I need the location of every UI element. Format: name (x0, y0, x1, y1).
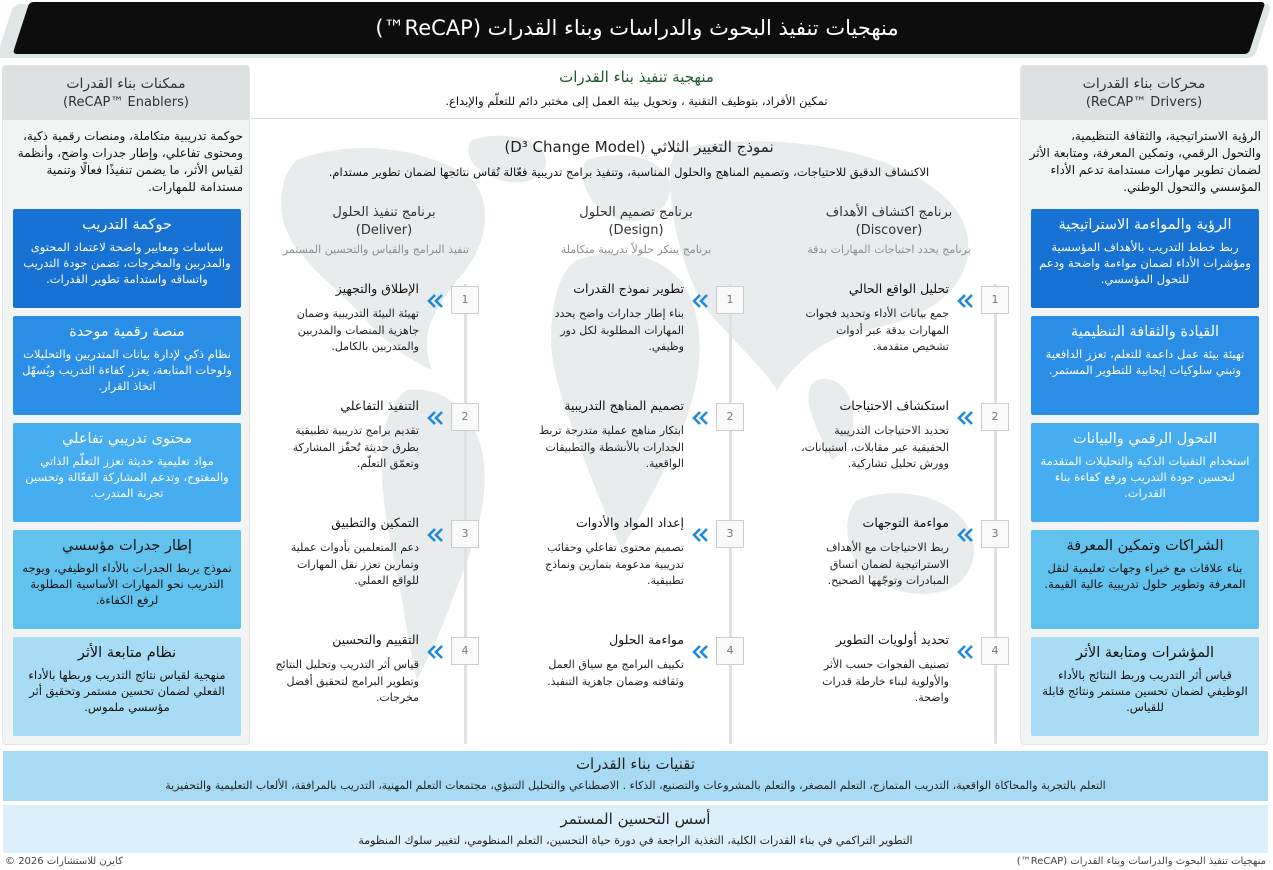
phase-title-en: (Deliver) (356, 223, 414, 238)
driver-card-title: المؤشرات ومتابعة الأثر (1076, 645, 1216, 661)
methodology-title: منهجية تنفيذ بناء القدرات (560, 68, 715, 86)
driver-card-desc: استخدام التقنيات الذكية والتحليلات المتقدمة لتحسين جودة التدريب ورفع كفاءة بناء القدرات. (1041, 454, 1251, 500)
double-chevron-left-icon (958, 411, 974, 425)
step-desc: تكييف البرامج مع سياق العمل وثقافته وضمان جاهزية التنفيذ. (548, 658, 685, 688)
phase-discover-header (790, 204, 990, 240)
improvement-band-desc: التطوير التراكمي في بناء القدرات الكلية، التغذية الراجعة في دورة حياة التحسين، التعلم المنظومي، لتغيير سلوك المنظومة (359, 834, 914, 847)
phase-title: برنامج اكتشاف الأهداف (826, 205, 954, 220)
driver-card-title: الشراكات وتمكين المعرفة (1067, 538, 1225, 554)
enabler-card-title: إطار جدرات مؤسسي (63, 538, 193, 554)
step-number-discover-4: 4 (982, 637, 1010, 665)
timeline-discover (995, 284, 998, 744)
double-chevron-left-icon (693, 294, 709, 308)
step-title: التقييم والتحسين (333, 632, 420, 647)
double-chevron-left-icon (428, 411, 444, 425)
phase-title-en: (Design) (609, 223, 665, 238)
enabler-card-digital-platform (14, 316, 242, 415)
tech-band (4, 751, 1269, 801)
double-chevron-left-icon (958, 645, 974, 659)
step-number-design-4: 4 (717, 637, 745, 665)
step-number-discover-3: 3 (982, 520, 1010, 548)
driver-card-title: القيادة والثقافة التنظيمية (1071, 324, 1221, 340)
double-chevron-left-icon (693, 411, 709, 425)
improvement-band-title: أسس التحسين المستمر (561, 810, 712, 828)
enabler-card-title: نظام متابعة الأثر (78, 645, 178, 661)
step-number-discover-2: 2 (982, 403, 1010, 431)
step-title: الإطلاق والتجهيز (336, 281, 420, 296)
step-number-deliver-3: 3 (452, 520, 480, 548)
step-desc: تقديم برامج تدريبية تطبيقية بطرق حديثة تُحفّز المشاركة وتعمّق التعلّم. (293, 424, 420, 470)
phase-title: برنامج تنفيذ الحلول (333, 205, 437, 220)
enabler-card-title: حوكمة التدريب (83, 217, 173, 233)
step-desc: ربط الاحتياجات مع الأهداف الاستراتيجية لضمان اتساق المبادرات وتوجّهها الصحيح. (826, 541, 950, 587)
enablers-title: ممكنات بناء القدرات (67, 76, 187, 92)
phase-design-desc: برنامج يبتكر حلولاً تدريبية متكاملة (561, 243, 713, 256)
footer-title: منهجيات تنفيذ البحوث والدراسات وبناء القدرات (ReCAP™) (1017, 856, 1267, 867)
footer-copyright: كايزن للاستشارات 2026 © (6, 856, 124, 867)
phase-title: برنامج تصميم الحلول (580, 205, 694, 220)
step-title: مواءمة الحلول (610, 632, 685, 647)
step-number-design-3: 3 (717, 520, 745, 548)
double-chevron-left-icon (428, 528, 444, 542)
timeline-deliver (465, 284, 468, 744)
step-number-deliver-2: 2 (452, 403, 480, 431)
driver-card-title: الرؤية والمواءمة الاستراتيجية (1059, 217, 1233, 233)
step-title: إعداد المواد والأدوات (577, 515, 685, 530)
driver-card-digital-transformation (1032, 423, 1260, 522)
timeline-design (730, 284, 733, 744)
enabler-card-interactive-content (14, 423, 242, 522)
divider (252, 118, 1020, 119)
step-desc: تصنيف الفجوات حسب الأثر والأولوية لبناء خارطة قدرات واضحة. (823, 658, 950, 704)
enablers-title-en: (ReCAP™ Enablers) (64, 95, 190, 110)
step-desc: تصميم محتوى تفاعلي وحقائب تدريبية مدعومة بتمارين ونماذج تطبيقية. (546, 541, 685, 587)
enabler-card-competency-framework (14, 530, 242, 629)
phase-title-en: (Discover) (856, 223, 924, 238)
driver-card-partnerships (1032, 530, 1260, 629)
driver-card-title: التحول الرقمي والبيانات (1074, 431, 1218, 447)
driver-card-desc: تهيئة بيئة عمل داعمة للتعلم، تعزز الدافعية وتبني سلوكيات إيجابية للتطوير المستمر. (1046, 347, 1246, 377)
page-title: منهجيات تنفيذ البحوث والدراسات وبناء القدرات (ReCAP™) (376, 16, 900, 40)
step-number-deliver-4: 4 (452, 637, 480, 665)
enabler-card-title: محتوى تدريبي تفاعلي (62, 431, 194, 447)
improvement-band (4, 805, 1269, 853)
enabler-card-desc: مواد تعليمية حديثة تعزز التعلّم الذاتي والمفتوح، وتدعم المشاركة الفعّالة وتحسين تجربة المتدرب. (26, 454, 230, 500)
enabler-card-desc: سياسات ومعايير واضحة لاعتماد المحتوى والمدربين والمخرجات، تضمن جودة التدريب واتساقه واستدامة تطوير القدرات. (24, 240, 232, 286)
step-title: تحديد أولويات التطوير (836, 632, 950, 647)
driver-card-strategic-vision (1032, 209, 1260, 308)
enablers-intro: حوكمة تدريبية متكاملة، ومنصات رقمية ذكية، ومحتوى تفاعلي، وإطار جدرات واضح، وأنظمة لقياس الأثر، ما يضمن تنفيذًا فعالًا وتنمية مستدامة للمهارات. (18, 129, 244, 194)
double-chevron-left-icon (958, 528, 974, 542)
double-chevron-left-icon (693, 528, 709, 542)
step-number-design-1: 1 (717, 286, 745, 314)
double-chevron-left-icon (958, 294, 974, 308)
step-title: التنفيذ التفاعلي (341, 398, 420, 413)
step-title: تطوير نموذج القدرات (574, 281, 685, 296)
enabler-card-governance (14, 209, 242, 308)
d3-model-title: نموذج التغيير الثلاثي (D³ Change Model) (505, 138, 775, 156)
enabler-card-desc: نظام ذكي لإدارة بيانات المتدربين والتحليلات ولوحات المتابعة، يعزز كفاءة التدريب ويُسهّل اتخاذ القرار. (23, 347, 233, 393)
step-number-discover-1: 1 (982, 286, 1010, 314)
methodology-subtitle: تمكين الأفراد، بتوظيف التقنية ، وتحويل بيئة العمل إلى مختبر دائم للتعلّم والإبداع. (446, 94, 829, 108)
driver-card-desc: قياس أثر التدريب وربط النتائج بالأداء الوظيفي لضمان تحسين مستمر ونتائج قابلة للقياس. (1043, 668, 1249, 714)
double-chevron-left-icon (428, 645, 444, 659)
step-number-design-2: 2 (717, 403, 745, 431)
step-title: تصميم المناهج التدريبية (565, 398, 685, 413)
phase-discover-desc: برنامج يحدد احتياجات المهارات بدقة (808, 243, 972, 256)
drivers-title-en: (ReCAP™ Drivers) (1086, 95, 1204, 110)
step-desc: دعم المتعلمين بأدوات عملية وتمارين تعزز نقل المهارات للواقع العملي. (291, 541, 420, 587)
driver-card-impact-indicators (1032, 637, 1260, 736)
phase-deliver-header (285, 204, 485, 240)
step-title: التمكين والتطبيق (332, 515, 420, 530)
enablers-header (4, 66, 250, 120)
step-desc: ابتكار مناهج عملية متدرجة تربط الجدارات بالأنشطة والتطبيقات الواقعية. (539, 424, 685, 470)
step-title: مواءمة التوجهات (863, 515, 950, 530)
tech-band-title: تقنيات بناء القدرات (576, 755, 697, 773)
enabler-card-desc: نموذج يربط الجدرات بالأداء الوظيفي، ويوجه التدريب نحو المهارات الأساسية المطلوبة لرفع الكفاءة. (23, 561, 233, 607)
step-title: تحليل الواقع الحالي (849, 281, 950, 296)
double-chevron-left-icon (693, 645, 709, 659)
enablers-panel (4, 66, 250, 744)
drivers-title: محركات بناء القدرات (1083, 76, 1207, 92)
enabler-card-title: منصة رقمية موحدة (70, 324, 186, 340)
phase-deliver-desc: تنفيذ البرامج والقياس والتحسين المستمر (283, 243, 471, 256)
drivers-intro: الرؤية الاستراتيجية، والثقافة التنظيمية، والتحول الرقمي، وتمكين المعرفة، ومتابعة الأثر لضمان تطوير مهارات مستدامة تدعم الأداء المؤسسي والتحول الوطني. (1030, 129, 1262, 194)
drivers-header (1022, 66, 1268, 120)
step-desc: تهيئة البيئة التدريبية وضمان جاهزية المنصات والمدربين والمتدربين بالكامل. (297, 307, 420, 353)
step-title: استكشاف الاحتياجات (840, 398, 950, 413)
step-desc: جمع بيانات الأداء وتحديد فجوات المهارات بدقة عبر أدوات تشخيص متقدمة. (806, 307, 950, 353)
step-desc: بناء إطار جدارات واضح يحدد المهارات المطلوبة لكل دور وظيفي. (555, 307, 685, 353)
step-desc: تحديد الاحتياجات التدريبية الحقيقية عبر مقابلات، استبيانات، وورش تحليل تشاركية. (802, 424, 950, 470)
enabler-card-impact-tracking (14, 637, 242, 736)
step-desc: قياس أثر التدريب وتحليل النتائج وتطوير البرامج لتحقيق أفضل مخرجات. (276, 658, 420, 704)
phase-design-header (537, 204, 737, 240)
driver-card-desc: ربط خطط التدريب بالأهداف المؤسسية ومؤشرات الأداء لضمان مواءمة واضحة ودعم للتحول المؤسسي. (1040, 240, 1252, 286)
enabler-card-desc: منهجية لقياس نتائج التدريب وربطها بالأداء الفعلي لضمان تحسين مستمر وتحقيق أثر مؤسسي ملموس. (29, 668, 227, 714)
d3-model-desc: الاكتشاف الدقيق للاحتياجات، وتصميم المناهج والحلول المناسبة، وتنفيذ برامج تدريبية فعّالة تُقاس نتائجها لضمان تطوير مستدام. (329, 165, 931, 179)
double-chevron-left-icon (428, 294, 444, 308)
tech-band-desc: التعلم بالتجربة والمحاكاة الواقعية، التدريب المتمازج، التعلم المصغر، والتعلم بالمشروعات والتصنيع، الذكاء . الاصطناعي والتحليل التنبؤي، مجتمعات التعلم المهنية، التدريب بالمرافقة، الألعاب التعليمية والتحفيزية (166, 779, 1107, 792)
driver-card-leadership-culture (1032, 316, 1260, 415)
driver-card-desc: بناء علاقات مع خبراء وجهات تعليمية لنقل المعرفة وتطوير حلول تدريبية عالية القيمة. (1045, 561, 1247, 591)
drivers-panel (1022, 66, 1268, 744)
step-number-deliver-1: 1 (452, 286, 480, 314)
